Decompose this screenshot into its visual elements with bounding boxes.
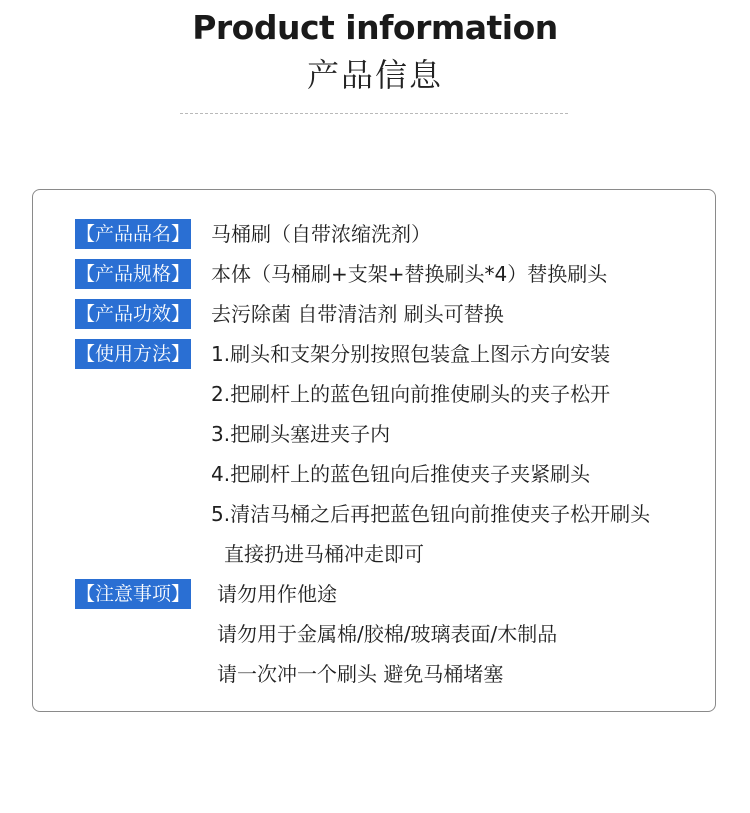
divider xyxy=(180,113,568,114)
title-cn: 产品信息 xyxy=(306,56,443,94)
note-item: 请一次冲一个刷头 避免马桶堵塞 xyxy=(217,662,504,686)
tag-product-spec: 【产品规格】 xyxy=(75,259,191,289)
tag-product-name: 【产品品名】 xyxy=(75,219,191,249)
usage-step: 4.把刷杆上的蓝色钮向后推使夹子夹紧刷头 xyxy=(211,462,591,486)
usage-step: 2.把刷杆上的蓝色钮向前推使刷头的夹子松开 xyxy=(211,382,611,406)
tag-product-effect: 【产品功效】 xyxy=(75,299,191,329)
note-item: 请勿用作他途 xyxy=(217,582,337,606)
usage-step: 直接扔进马桶冲走即可 xyxy=(224,542,424,566)
value-product-spec: 本体（马桶刷+支架+替换刷头*4）替换刷头 xyxy=(211,262,608,286)
usage-step: 5.清洁马桶之后再把蓝色钮向前推使夹子松开刷头 xyxy=(211,502,651,526)
tag-usage: 【使用方法】 xyxy=(75,339,191,369)
usage-step: 1.刷头和支架分别按照包装盒上图示方向安装 xyxy=(211,342,611,366)
tag-notes: 【注意事项】 xyxy=(75,579,191,609)
title-en: Product information xyxy=(192,8,558,47)
usage-step: 3.把刷头塞进夹子内 xyxy=(211,422,391,446)
value-product-effect: 去污除菌 自带清洁剂 刷头可替换 xyxy=(211,302,504,326)
note-item: 请勿用于金属棉/胶棉/玻璃表面/木制品 xyxy=(217,622,558,646)
product-info-card xyxy=(32,189,716,712)
value-product-name: 马桶刷（自带浓缩洗剂） xyxy=(211,222,431,246)
